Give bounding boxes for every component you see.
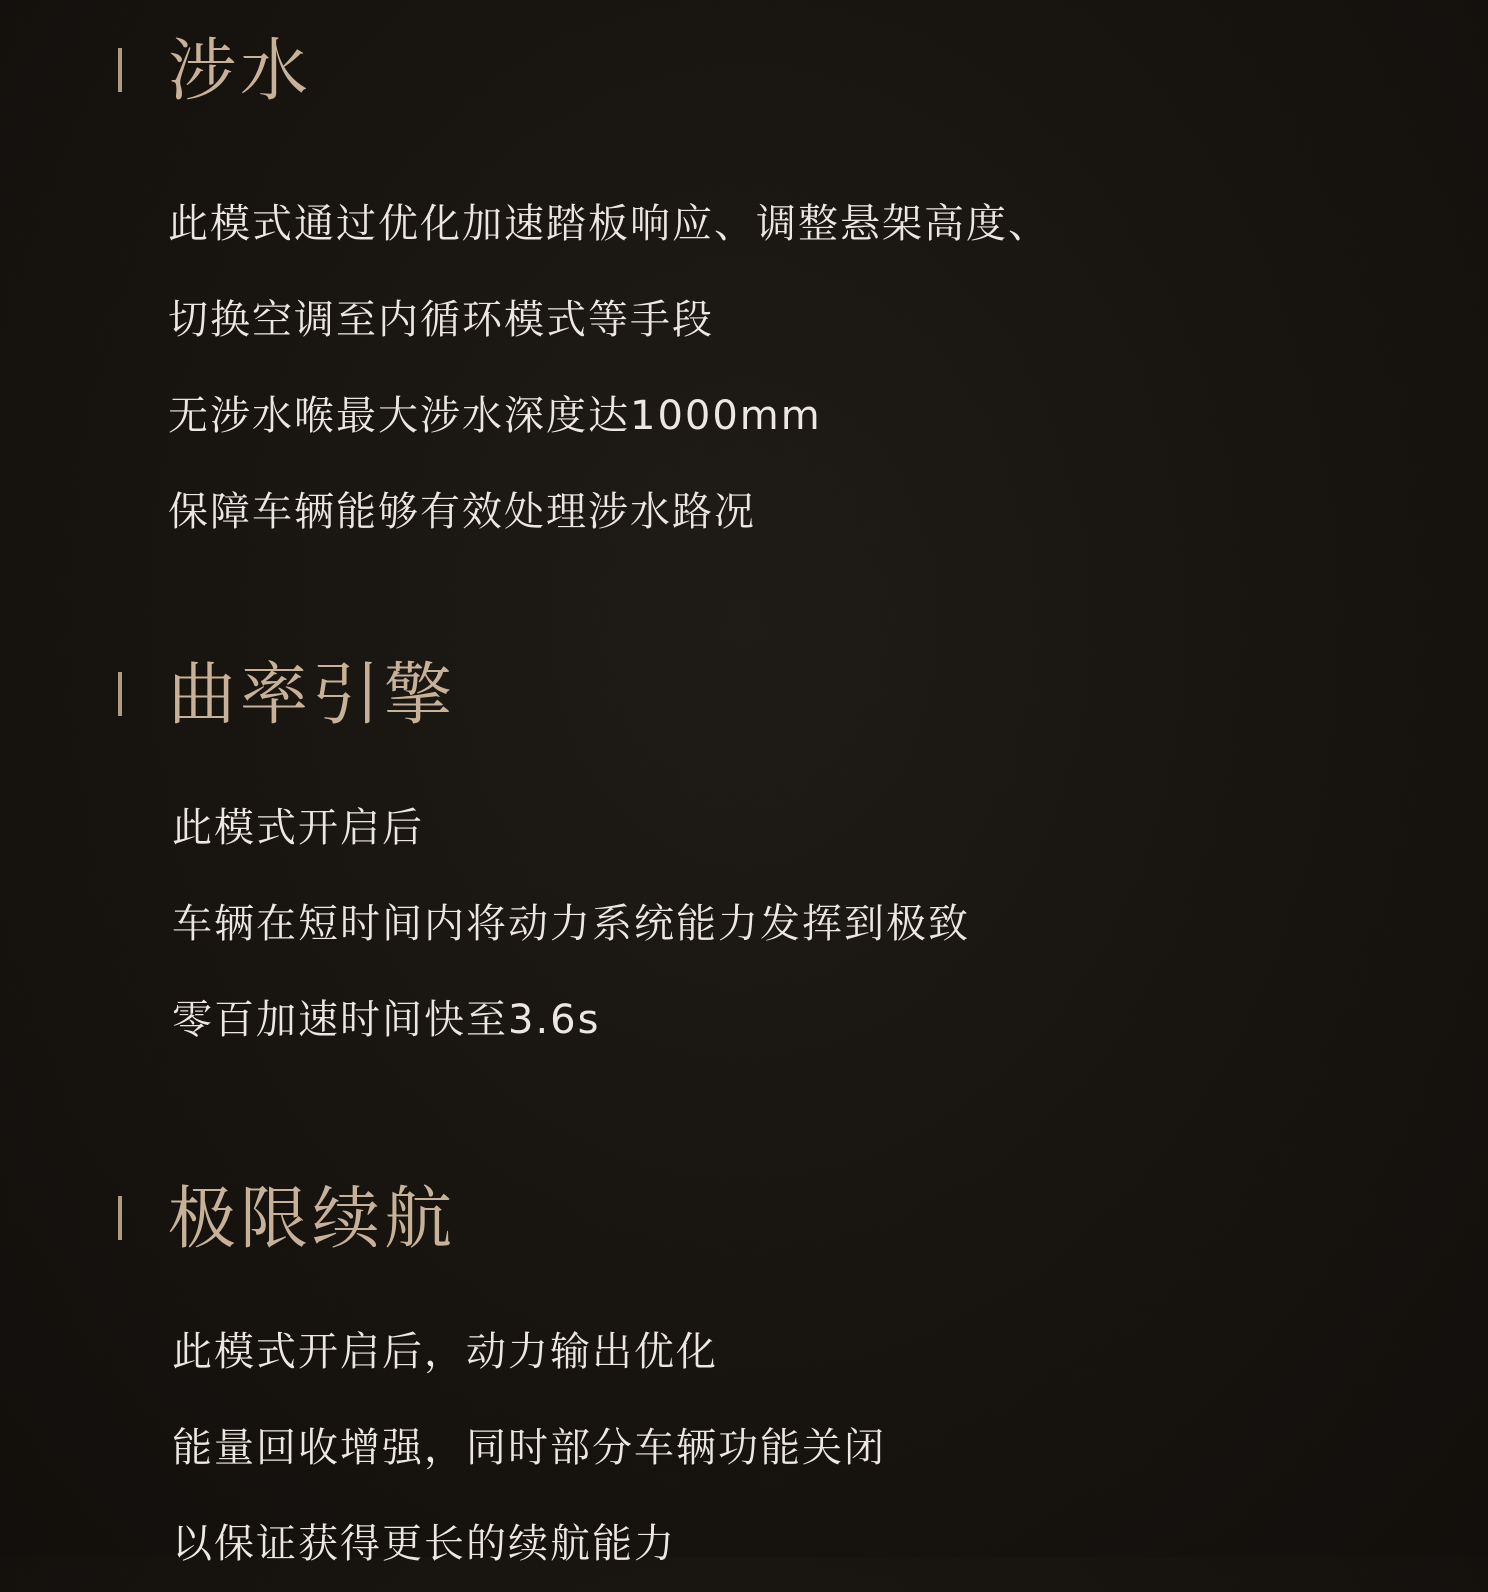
body-line: 以保证获得更长的续航能力 [172,1521,676,1567]
body-line: 无涉水喉最大涉水深度达1000mm [168,393,822,439]
body-line: 能量回收增强，同时部分车辆功能关闭 [172,1425,886,1471]
body-line: 此模式开启后 [172,805,424,851]
section-header [0,1170,1488,1270]
accent-bar [118,1196,122,1240]
section-title: 曲率引擎 [168,656,457,735]
section-curvature-engine [0,646,1488,1068]
accent-bar [118,48,122,92]
body-line: 切换空调至内循环模式等手段 [168,297,714,343]
section-wading [0,22,1488,560]
section-body [0,176,1488,560]
section-extreme-range [0,1170,1488,1592]
section-header [0,22,1488,122]
accent-bar [118,672,122,716]
body-line: 车辆在短时间内将动力系统能力发挥到极致 [172,901,970,947]
body-line: 零百加速时间快至3.6s [172,997,601,1043]
section-body [0,1304,1488,1592]
body-line: 保障车辆能够有效处理涉水路况 [168,489,756,535]
section-body [0,780,1488,1068]
section-title: 涉水 [168,32,313,111]
body-line: 此模式开启后，动力输出优化 [172,1329,718,1375]
body-line: 此模式通过优化加速踏板响应、调整悬架高度、 [168,201,1050,247]
section-title: 极限续航 [168,1180,457,1259]
section-header [0,646,1488,746]
